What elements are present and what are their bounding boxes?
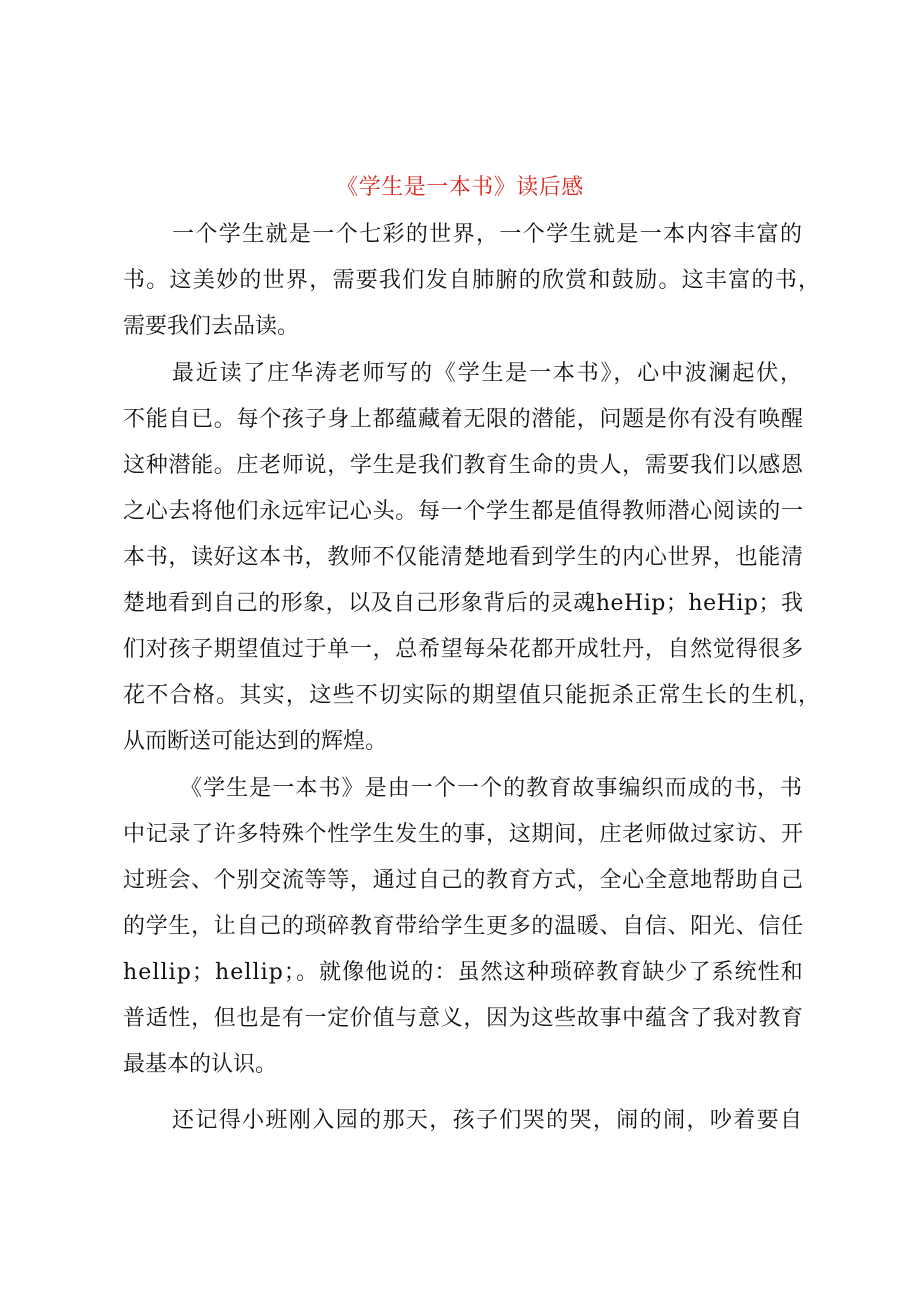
- text-line: 从而断送可能达到的辉煌。: [123, 729, 388, 754]
- text-line: 之心去将他们永远牢记心头。每一个学生都是值得教师潜心阅读的一: [123, 499, 804, 524]
- text-line: 们对孩子期望值过于单一，总希望每朵花都开成牡丹，自然觉得很多: [123, 637, 804, 662]
- text-line: 普适性，但也是有一定价值与意义，因为这些故事中蕴含了我对教育: [123, 1006, 804, 1031]
- text-line: 最近读了庄华涛老师写的《学生是一本书》，心中波澜起伏，: [172, 361, 804, 386]
- text-line: 一个学生就是一个七彩的世界，一个学生就是一本内容丰富的: [172, 222, 804, 247]
- text-line: 的学生，让自己的琐碎教育带给学生更多的温暖、自信、阳光、信任: [123, 914, 804, 939]
- text-line: 最基本的认识。: [123, 1052, 278, 1077]
- text-line: 这种潜能。庄老师说，学生是我们教育生命的贵人，需要我们以感恩: [123, 453, 804, 478]
- text-line: 本书，读好这本书，教师不仅能清楚地看到学生的内心世界，也能清: [123, 545, 804, 570]
- text-line: hellip；hellip；。就像他说的：虽然这种琐碎教育缺少了系统性和: [123, 960, 804, 985]
- text-line: 中记录了许多特殊个性学生发生的事，这期间，庄老师做过家访、开: [123, 822, 804, 847]
- text-line: 书。这美妙的世界，需要我们发自肺腑的欣赏和鼓励。这丰富的书，: [123, 268, 822, 293]
- text-line: 不能自已。每个孩子身上都蕴藏着无限的潜能，问题是你有没有唤醒: [123, 407, 804, 432]
- text-line: 还记得小班刚入园的那天，孩子们哭的哭，闹的闹，吵着要自: [172, 1108, 804, 1133]
- text-line: 过班会、个别交流等等，通过自己的教育方式，全心全意地帮助自己: [123, 868, 804, 893]
- text-line: 花不合格。其实，这些不切实际的期望值只能扼杀正常生长的生机，: [123, 683, 822, 708]
- document-title: 《学生是一本书》读后感: [336, 175, 584, 200]
- text-line: 需要我们去品读。: [123, 314, 300, 339]
- text-line: 楚地看到自己的形象，以及自己形象背后的灵魂heHip；heHip；我: [123, 591, 804, 616]
- text-line: 《学生是一本书》是由一个一个的教育故事编织而成的书，书: [180, 776, 804, 801]
